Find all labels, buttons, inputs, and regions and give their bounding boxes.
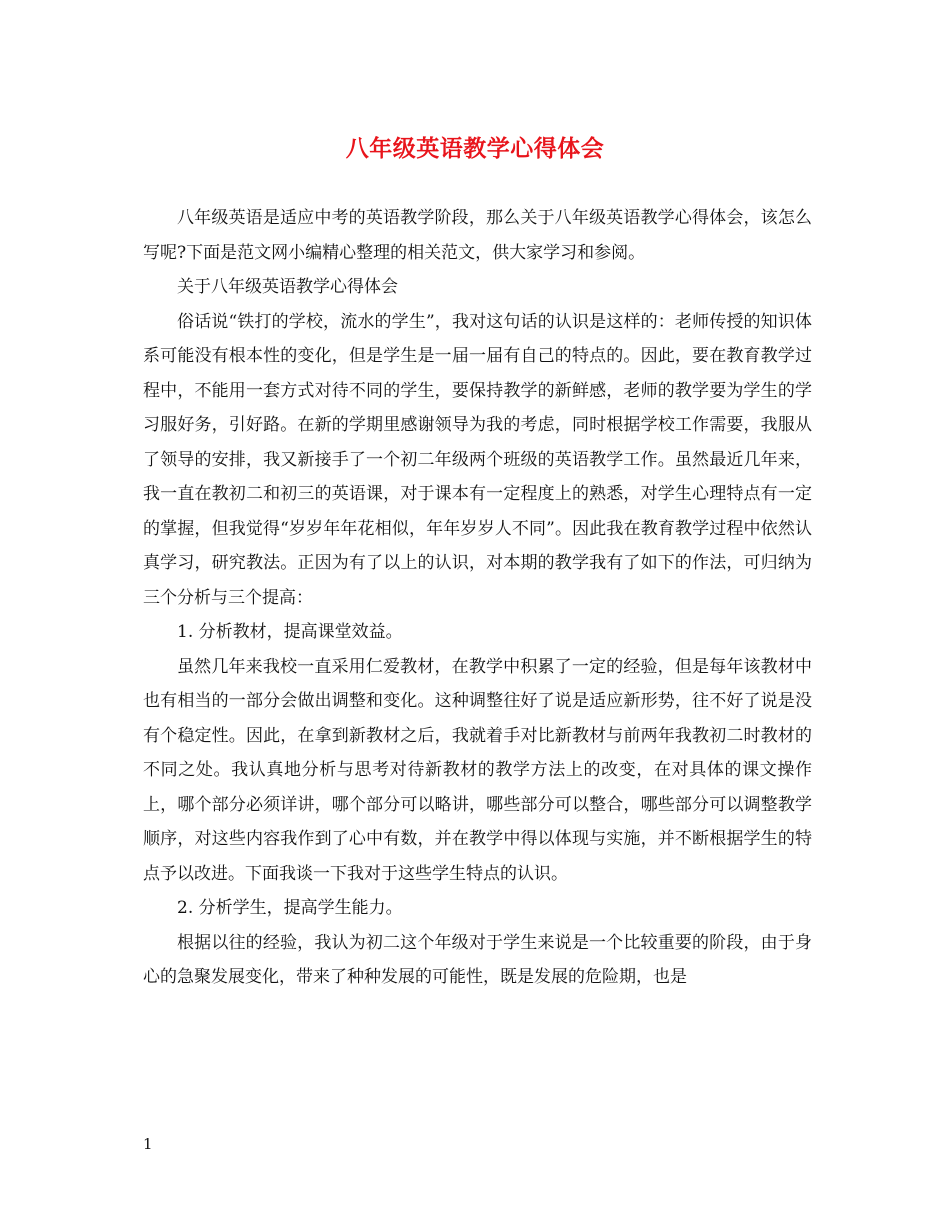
body-paragraph: 根据以往的经验，我认为初二这个年级对于学生来说是一个比较重要的阶段，由于身心的急聚发展变化，带来了种种发展的可能性，既是发展的危险期，也是 [143, 932, 812, 987]
body-paragraph: 虽然几年来我校一直采用仁爱教材，在教学中积累了一定的经验，但是每年该教材中也有相当的一部分会做出调整和变化。这种调整往好了说是适应新形势，往不好了说是没有个稳定性。因此，在拿到新教材之后，我就着手对比新教材与前两年我教初二时教材的不同之处。我认真地分析与思考对待新教材的教学方法上的改变，在对具体的课文操作上，哪个部分必须详讲，哪个部分可以略讲，哪些部分可以整合，哪些部分可以调整教学顺序，对这些内容我作到了心中有数，并在教学中得以体现与实施，并不断根据学生的特点予以改进。下面我谈一下我对于这些学生特点的认识。 [143, 656, 812, 884]
intro-paragraph: 八年级英语是适应中考的英语教学阶段，那么关于八年级英语教学心得体会，该怎么写呢?下面是范文网小编精心整理的相关范文，供大家学习和参阅。 [143, 208, 812, 263]
page-number: 1 [143, 1135, 153, 1153]
body-paragraph: 俗话说“铁打的学校，流水的学生”，我对这句话的认识是这样的：老师传授的知识体系可能没有根本性的变化，但是学生是一届一届有自己的特点的。因此，要在教育教学过程中，不能用一套方式对待不同的学生，要保持教学的新鲜感，老师的教学要为学生的学习服好务，引好路。在新的学期里感谢领导为我的考虑，同时根据学校工作需要，我服从了领导的安排，我又新接手了一个初二年级两个班级的英语教学工作。虽然最近几年来，我一直在教初二和初三的英语课，对于课本有一定程度上的熟悉，对学生心理特点有一定的掌握，但我觉得“岁岁年年花相似，年年岁岁人不同”。因此我在教育教学过程中依然认真学习，研究教法。正因为有了以上的认识，对本期的教学我有了如下的作法，可归纳为三个分析与三个提高： [143, 311, 812, 608]
list-item-heading: 2. 分析学生，提高学生能力。 [177, 898, 403, 918]
section-heading: 关于八年级英语教学心得体会 [177, 277, 398, 297]
list-item-heading: 1. 分析教材，提高课堂效益。 [177, 622, 403, 642]
document-body [143, 201, 812, 995]
document-title: 八年级英语教学心得体会 [345, 135, 605, 162]
